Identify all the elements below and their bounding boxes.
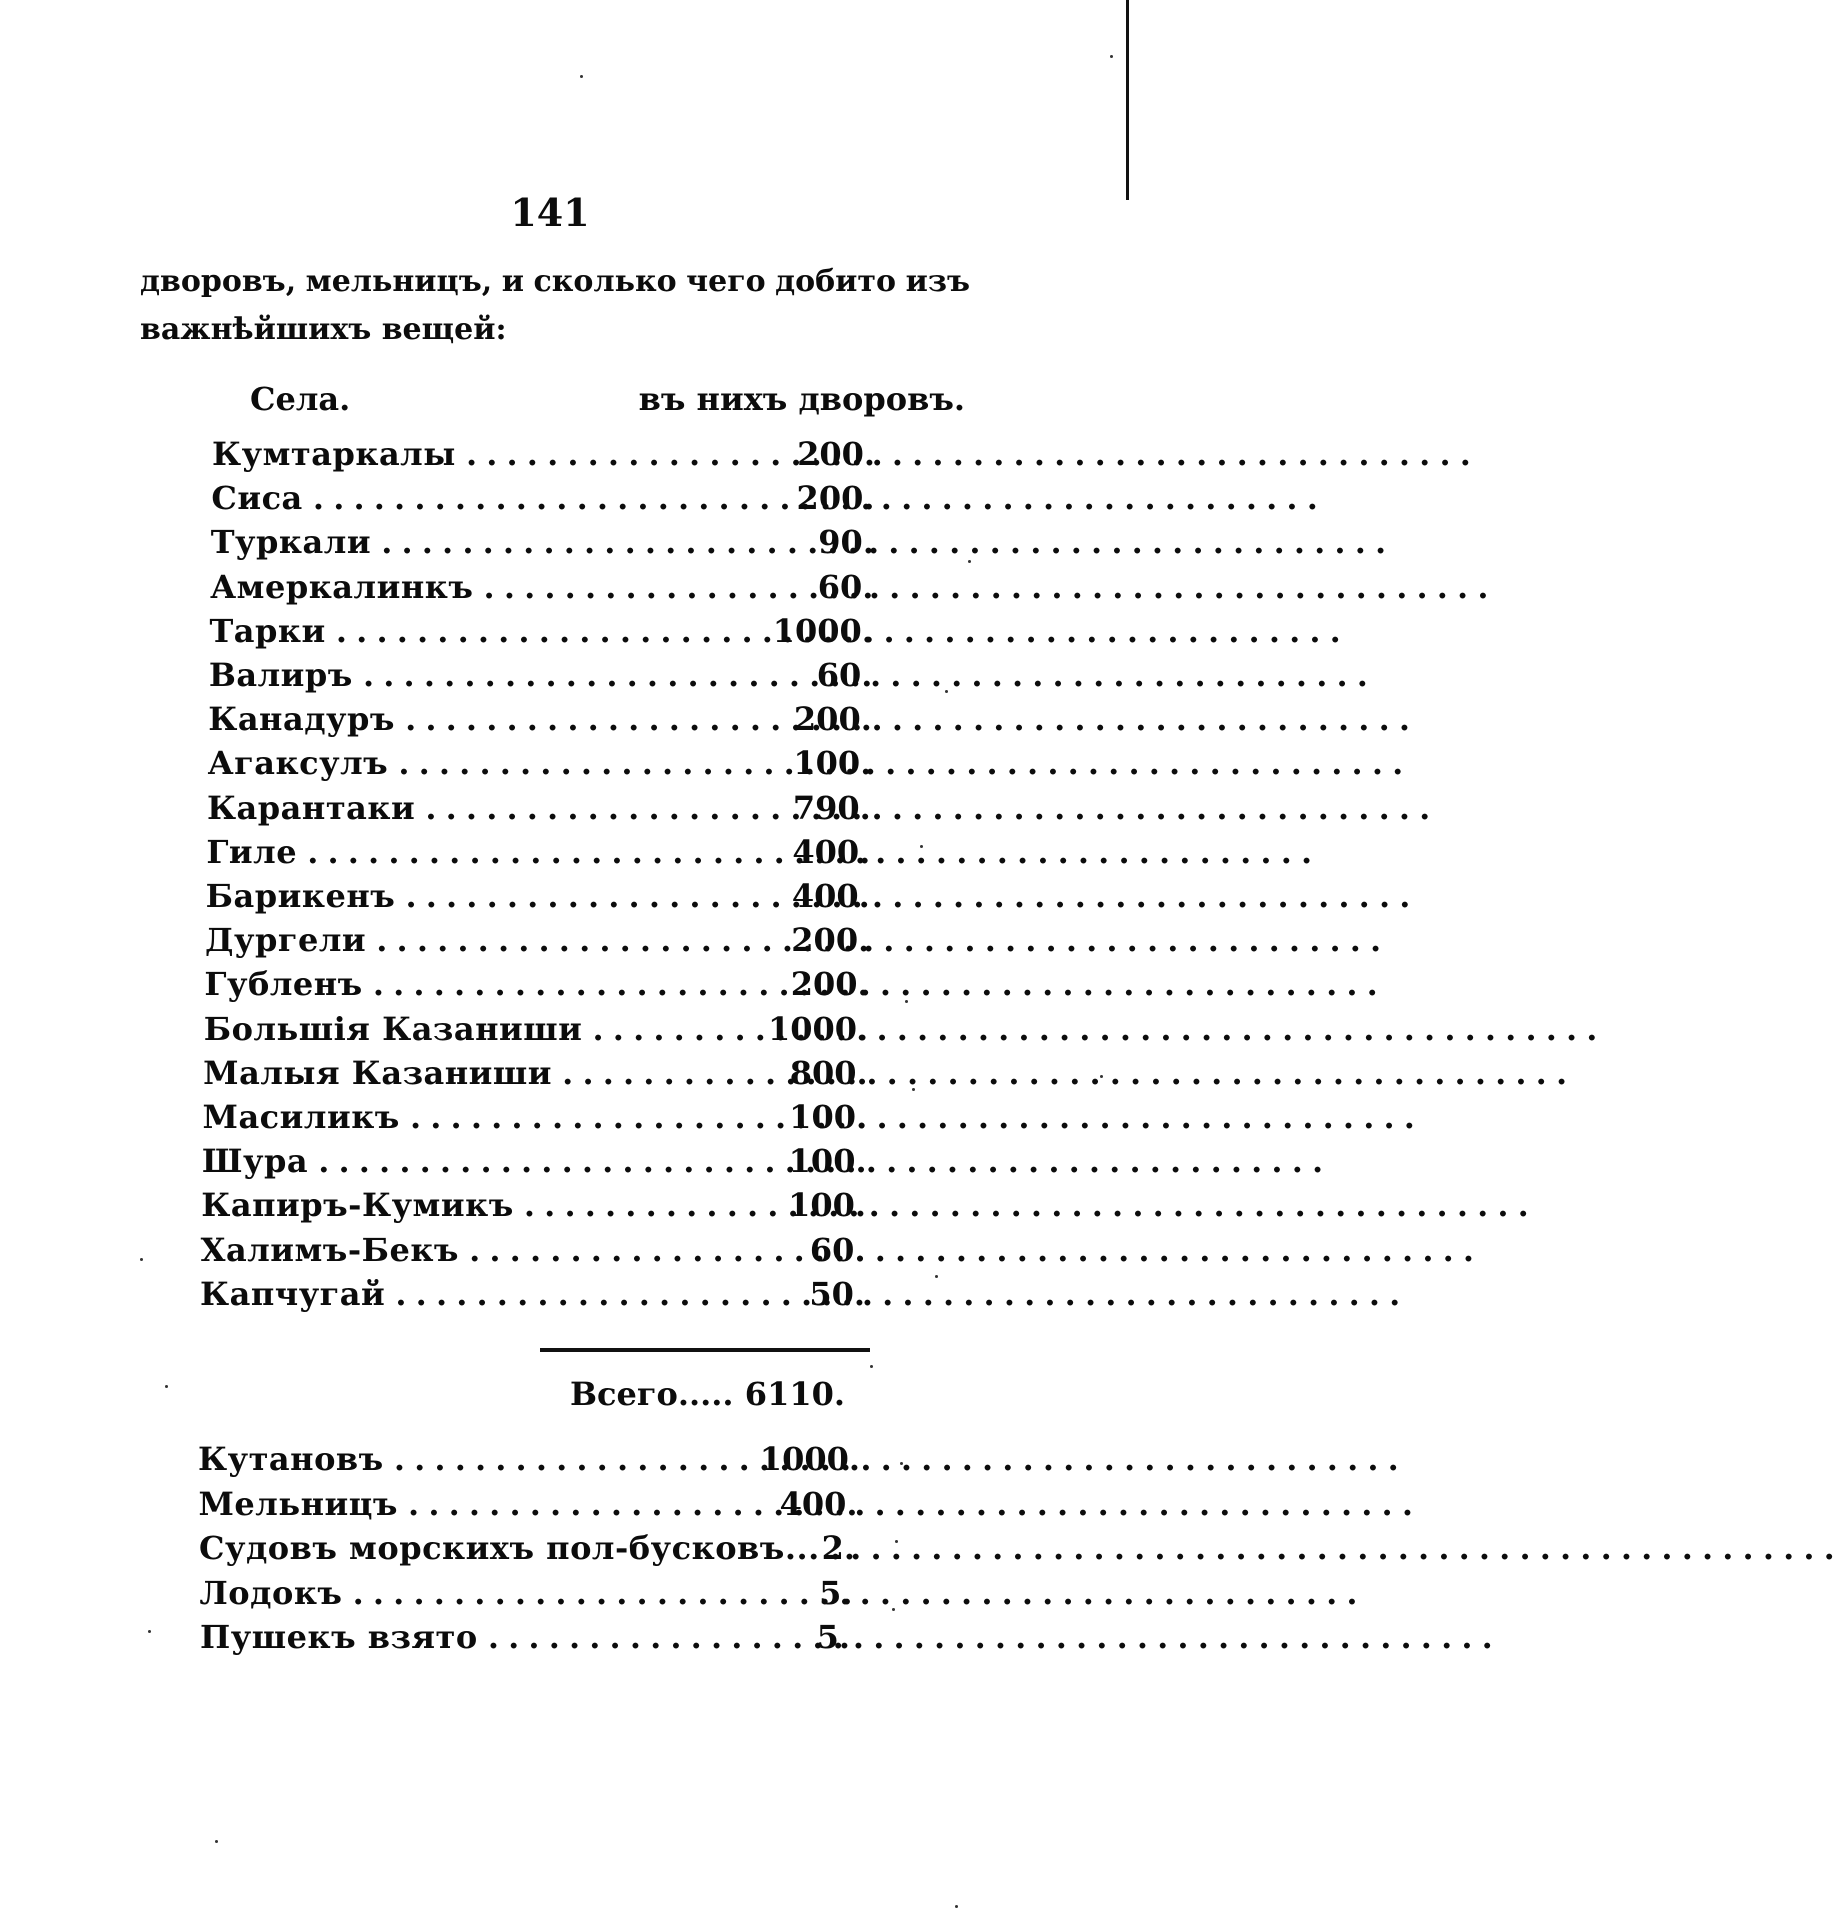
row-value: 50. — [809, 1274, 865, 1313]
paper-speck — [140, 1258, 143, 1261]
row-value: 200. — [793, 700, 872, 739]
page-edge-shadow — [1126, 0, 1129, 200]
table-row — [0, 965, 1140, 1009]
table-row — [0, 479, 1140, 523]
table-row — [0, 700, 1140, 744]
paper-speck — [870, 1365, 873, 1368]
table-header — [0, 380, 1140, 424]
row-name: Мельницъ . . . — [199, 1485, 746, 1523]
total-value: 6110. — [744, 1375, 845, 1413]
paper-speck — [148, 1630, 151, 1633]
table-row — [0, 1485, 1140, 1529]
intro-line-1 — [140, 258, 970, 306]
paper-speck — [900, 1462, 903, 1465]
row-value: 90. — [818, 523, 874, 562]
paper-speck — [165, 1385, 168, 1388]
row-value: 60. — [809, 1230, 866, 1269]
row-name: Пушекъ взято . . . — [200, 1618, 745, 1656]
paper-speck — [935, 1275, 938, 1278]
row-name: Амеркалинкъ . . . — [210, 568, 755, 606]
paper-speck — [955, 1905, 958, 1908]
intro-word: сколько — [533, 264, 677, 299]
paper-speck — [945, 690, 948, 693]
table-row — [0, 744, 1140, 788]
paper-speck — [1100, 1075, 1103, 1078]
row-name: Тарки . . . — [209, 612, 755, 650]
intro-word: изъ — [905, 264, 970, 299]
row-value: 5. — [819, 1573, 853, 1612]
row-name: Судовъ морскихъ пол-бусковъ... . . . — [199, 1529, 745, 1567]
table-row — [0, 1054, 1140, 1098]
row-value: 100. — [789, 1098, 868, 1136]
paper-speck — [1110, 55, 1113, 58]
paper-speck — [580, 75, 583, 78]
table-row — [0, 1529, 1140, 1573]
intro-word: чего — [686, 264, 766, 299]
table-row — [0, 877, 1140, 921]
row-value: 60. — [817, 567, 874, 606]
total-row — [0, 1375, 1140, 1419]
row-value: 200. — [797, 435, 875, 473]
intro-line-2: важнѣйшихъ вещей: — [140, 312, 507, 347]
row-name: Барикенъ . . . — [206, 877, 755, 915]
row-value: 1000. — [759, 1440, 860, 1478]
table-row — [0, 1186, 1140, 1230]
table-row — [0, 833, 1140, 877]
table-row — [0, 568, 1140, 612]
row-name: Малыя Казаниши . . . — [203, 1054, 755, 1092]
table-row — [0, 1098, 1140, 1142]
row-value: 200. — [796, 479, 875, 518]
row-name: Агаксулъ . . . — [208, 744, 755, 782]
row-name: Кумтаркалы . . . — [212, 435, 755, 473]
row-value: 200. — [790, 965, 869, 1004]
paper-speck — [968, 560, 971, 563]
row-value: 100. — [788, 1186, 867, 1225]
row-value: 200. — [791, 921, 870, 960]
row-value: 400. — [791, 877, 870, 915]
row-name: Валиръ . . . — [209, 656, 755, 694]
row-name: Канадуръ . . . — [208, 700, 755, 738]
table-row — [0, 1010, 1140, 1054]
table-row — [0, 656, 1140, 700]
paper-speck — [215, 1840, 218, 1843]
row-name: Кутановъ . . . — [198, 1440, 745, 1478]
row-name: Масиликъ . . . — [203, 1098, 755, 1136]
row-value: 5. — [816, 1618, 850, 1656]
row-value: 100. — [793, 744, 872, 783]
table-row — [0, 1231, 1140, 1275]
row-name: Гиле . . . — [206, 833, 755, 871]
paper-speck — [895, 1540, 898, 1543]
row-value: 2. — [821, 1529, 855, 1567]
row-name: Туркали . . . — [211, 523, 755, 561]
total-rule — [540, 1348, 870, 1352]
table-row — [0, 921, 1140, 965]
table-row — [0, 1142, 1140, 1186]
row-name: Сиса . . . — [211, 479, 755, 517]
row-name: Лодокъ . . . — [200, 1574, 746, 1612]
paper-speck — [912, 1088, 915, 1091]
row-name: Большія Казаниши . . . — [204, 1010, 755, 1048]
total-label: Всего..... — [570, 1375, 734, 1413]
intro-word: мельницъ, — [305, 264, 493, 299]
paper-speck — [892, 1608, 895, 1611]
page-number: 141 — [510, 190, 590, 235]
row-value: 800. — [789, 1053, 868, 1092]
table-row — [0, 1618, 1140, 1662]
row-name: Шура . . . — [202, 1142, 755, 1180]
row-value: 1000. — [772, 611, 873, 650]
paper-speck — [905, 1000, 908, 1003]
villages-column-header: Села. — [250, 380, 351, 418]
row-value: 100. — [788, 1142, 867, 1181]
row-value: 60. — [816, 656, 873, 694]
row-name: Халимъ-Бекъ . . . — [201, 1231, 755, 1269]
paper-speck — [920, 845, 923, 848]
row-value: 1000. — [767, 1009, 869, 1048]
table-row — [0, 435, 1140, 479]
table-row — [0, 789, 1140, 833]
table-row — [0, 612, 1140, 656]
row-value: 400. — [779, 1484, 858, 1523]
row-name: Дургели . . . — [205, 921, 755, 959]
intro-word: дворовъ, — [140, 264, 297, 299]
row-name: Капиръ-Кумикъ . . . — [201, 1186, 755, 1224]
intro-word: и — [501, 264, 524, 299]
row-value: 790. — [792, 788, 871, 827]
row-name: Карантаки . . . — [207, 789, 755, 827]
households-column-header: въ нихъ дворовъ. — [638, 380, 965, 418]
table-row — [0, 1574, 1140, 1618]
intro-text — [140, 258, 970, 354]
row-name: Капчугай . . . — [200, 1275, 755, 1313]
row-value: 400. — [792, 832, 871, 871]
intro-word: добито — [775, 264, 897, 299]
table-row — [0, 1275, 1140, 1319]
table-row — [0, 1440, 1140, 1484]
row-name: Губленъ . . . — [204, 965, 755, 1003]
